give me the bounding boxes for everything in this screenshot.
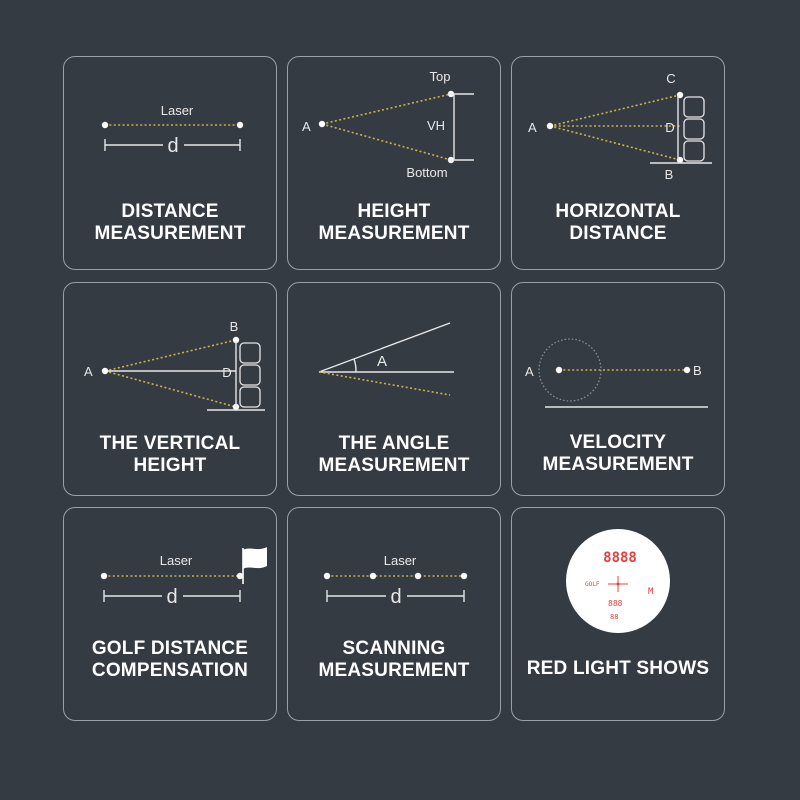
caption bbox=[288, 638, 500, 682]
bottom-label: Bottom bbox=[406, 165, 448, 180]
card-horizontal-distance bbox=[511, 56, 725, 270]
caption-line-2: MEASUREMENT bbox=[94, 223, 246, 244]
b-label: B bbox=[229, 319, 239, 334]
point-start bbox=[102, 122, 108, 128]
caption-line-2: MEASUREMENT bbox=[318, 660, 470, 681]
a-label: A bbox=[528, 120, 537, 135]
caption bbox=[512, 201, 724, 245]
laser-bottom bbox=[105, 371, 236, 407]
laser-label: Laser bbox=[383, 553, 417, 568]
caption bbox=[64, 433, 276, 477]
caption-line-1: GOLF DISTANCE bbox=[91, 638, 249, 659]
caption-line-1: VELOCITY bbox=[569, 432, 667, 453]
caption bbox=[512, 432, 724, 476]
point-1 bbox=[324, 573, 330, 579]
d-label: D bbox=[665, 120, 675, 135]
caption-line-2: COMPENSATION bbox=[91, 660, 249, 681]
red-display-diagram bbox=[512, 508, 726, 722]
card-golf-distance-compensation bbox=[63, 507, 277, 721]
b-label: B bbox=[664, 167, 674, 182]
caption-line-1: HORIZONTAL bbox=[555, 201, 681, 222]
point-4 bbox=[461, 573, 467, 579]
point-end bbox=[237, 122, 243, 128]
caption-line-1: DISTANCE bbox=[121, 201, 219, 222]
caption-line-1: HEIGHT bbox=[357, 201, 431, 222]
laser-label: Laser bbox=[160, 103, 194, 118]
a-label: A bbox=[84, 364, 93, 379]
caption bbox=[64, 638, 276, 682]
golf-flag-icon bbox=[243, 547, 267, 569]
card-angle-measurement bbox=[287, 282, 501, 496]
building-floor-3 bbox=[684, 141, 704, 161]
caption-line-2: MEASUREMENT bbox=[318, 223, 470, 244]
golf-diagram bbox=[64, 508, 278, 722]
d-label: D bbox=[222, 365, 232, 380]
caption-line-2: MEASUREMENT bbox=[318, 455, 470, 476]
caption-line-1: THE ANGLE bbox=[338, 433, 450, 454]
top-label: Top bbox=[429, 69, 451, 84]
scanning-diagram bbox=[288, 508, 502, 722]
point-a bbox=[102, 368, 108, 374]
angle-arc bbox=[354, 359, 356, 372]
card-vertical-height bbox=[63, 282, 277, 496]
caption-line-2: MEASUREMENT bbox=[542, 454, 694, 475]
card-red-light-shows bbox=[511, 507, 725, 721]
building-floor-1 bbox=[684, 97, 704, 117]
d-label: d bbox=[166, 586, 178, 608]
display-top-digits: 8888 bbox=[603, 550, 637, 566]
point-b bbox=[684, 367, 690, 373]
vh-label: VH bbox=[426, 118, 446, 133]
caption-line-1: RED LIGHT SHOWS bbox=[526, 658, 710, 679]
caption bbox=[64, 201, 276, 245]
point-start bbox=[101, 573, 107, 579]
display-golf-label: GOLF bbox=[585, 581, 600, 588]
building-floor-2 bbox=[240, 365, 260, 385]
point-2 bbox=[370, 573, 376, 579]
building-floor-1 bbox=[240, 343, 260, 363]
caption-line-1: SCANNING bbox=[342, 638, 446, 659]
display-mid-digits: 888 bbox=[608, 599, 623, 608]
building-floor-3 bbox=[240, 387, 260, 407]
building-floor-2 bbox=[684, 119, 704, 139]
laser-label: Laser bbox=[159, 553, 193, 568]
caption bbox=[512, 658, 724, 680]
d-label: d bbox=[390, 586, 402, 608]
card-distance-measurement bbox=[63, 56, 277, 270]
c-label: C bbox=[666, 71, 676, 86]
card-velocity-measurement bbox=[511, 282, 725, 496]
caption bbox=[288, 433, 500, 477]
point-a bbox=[556, 367, 562, 373]
display-mode-label: M bbox=[648, 587, 654, 597]
point-3 bbox=[415, 573, 421, 579]
a-label: A bbox=[376, 353, 388, 370]
a-label: A bbox=[525, 364, 534, 379]
caption-line-1: THE VERTICAL bbox=[99, 433, 241, 454]
a-label: A bbox=[302, 119, 311, 134]
point-a bbox=[547, 123, 553, 129]
card-scanning-measurement bbox=[287, 507, 501, 721]
caption bbox=[288, 201, 500, 245]
laser-bottom bbox=[550, 126, 680, 160]
card-height-measurement bbox=[287, 56, 501, 270]
display-angle-digits: 88 bbox=[610, 613, 619, 621]
laser-lower bbox=[319, 372, 450, 395]
laser-top bbox=[105, 340, 236, 371]
point-a bbox=[319, 121, 325, 127]
caption-line-2: DISTANCE bbox=[569, 223, 667, 244]
caption-line-2: HEIGHT bbox=[133, 455, 207, 476]
laser-top bbox=[550, 95, 680, 126]
d-label: d bbox=[167, 135, 179, 157]
b-label: B bbox=[693, 363, 702, 378]
